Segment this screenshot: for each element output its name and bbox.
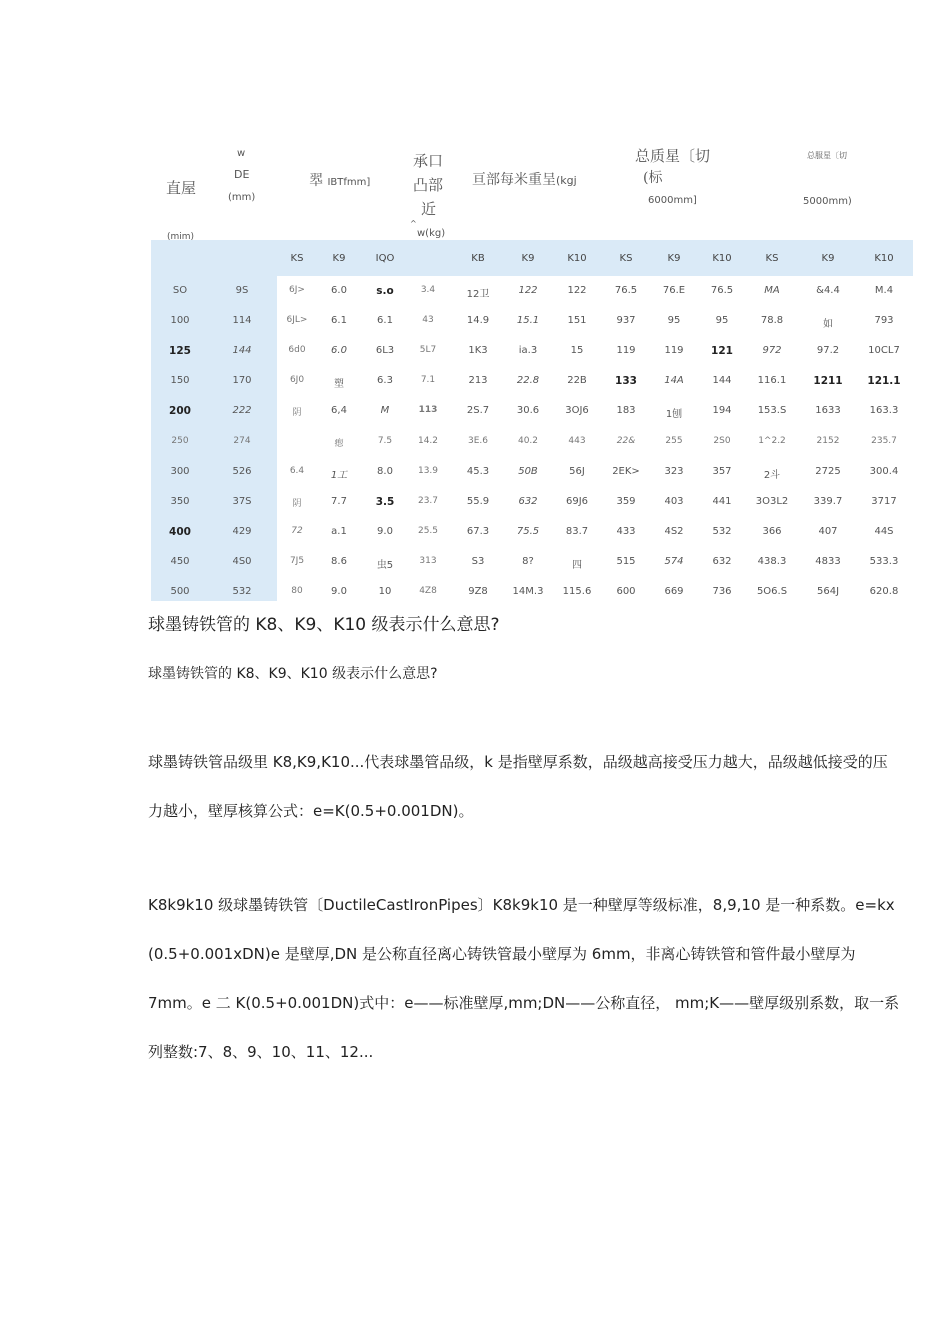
table-cell: 407: [818, 525, 838, 537]
table-cell: 274: [233, 435, 251, 446]
table-cell: 222: [232, 405, 252, 417]
table-cell: 1211: [813, 375, 843, 388]
table-cell: 8.0: [377, 465, 393, 477]
table-cell: 1刨: [665, 409, 683, 421]
table-cell: 532: [712, 525, 732, 537]
table-cell: 43: [422, 315, 434, 326]
table-cell: 4S2: [664, 525, 684, 537]
table-cell: 22&: [616, 435, 636, 446]
col-header: K10: [712, 253, 732, 264]
article-subtitle: 球墨铸铁管的 K8、K9、K10 级表示什么意思?: [148, 666, 438, 682]
table-cell: 2152: [816, 435, 840, 446]
table-cell: 22B: [567, 375, 587, 387]
table-cell: 12卫: [466, 289, 490, 300]
table-cell: 6.4: [289, 465, 305, 476]
table-cell: M.4: [874, 285, 894, 296]
table-cell: 532: [232, 586, 252, 597]
paragraph-2-line-4: 列整数:7、8、9、10、11、12...: [148, 1043, 374, 1061]
table-cell: 115.6: [562, 586, 592, 597]
table-cell: 443: [568, 435, 586, 446]
table-cell: 113: [418, 405, 438, 416]
header-total6000-l3: 6000mm]: [648, 195, 697, 206]
table-cell: 119: [616, 345, 636, 357]
table-cell: 9Z8: [468, 586, 488, 597]
table-cell: 632: [518, 495, 538, 507]
table-cell: 67.3: [466, 525, 490, 537]
table-cell: 121.1: [867, 375, 901, 388]
table-cell: 40.2: [517, 435, 539, 446]
table-cell: 121: [711, 345, 733, 358]
table-cell: 10CL7: [868, 345, 900, 357]
col-header: KS: [765, 253, 779, 264]
diameter-cell: 400: [169, 525, 191, 538]
col-header: KS: [290, 253, 304, 264]
table-cell: 4Z8: [419, 586, 437, 596]
table-cell: 2S.7: [466, 405, 490, 417]
table-cell: 25.5: [417, 525, 439, 536]
table-cell: 97.2: [816, 345, 840, 357]
col-header: K9: [821, 253, 835, 264]
paragraph-1-line-1: 球墨铸铁管品级里 K8,K9,K10...代表球墨管品级，k 是指壁厚系数，品级越高接受压力越大，品级越低接受的压: [148, 753, 888, 771]
table-cell: 4S0: [232, 555, 252, 567]
header-socket-l2: 凸部: [413, 176, 444, 194]
table-cell: 7.1: [420, 375, 436, 386]
table-cell: 357: [712, 465, 732, 477]
col-header: K10: [874, 253, 894, 264]
table-cell: 3.5: [375, 495, 395, 508]
table-cell: 72: [291, 525, 303, 536]
table-cell: 3717: [871, 495, 897, 507]
table-cell: 5L7: [419, 345, 437, 356]
table-cell: 122: [567, 285, 587, 296]
table-cell: 2斗: [763, 469, 781, 481]
paragraph-1-line-2: 力越小，壁厚核算公式：e=K(0.5+0.001DN)。: [148, 802, 474, 820]
diameter-cell: 200: [169, 405, 191, 418]
table-cell: 8.6: [331, 555, 347, 567]
table-cell: 15: [570, 345, 584, 357]
table-cell: 37S: [232, 495, 252, 507]
table-cell: 7.7: [331, 495, 347, 507]
table-cell: 6.0: [331, 345, 347, 357]
table-cell: 3.4: [420, 285, 436, 295]
table-cell: 69J6: [565, 495, 589, 507]
table-cell: 14A: [664, 375, 684, 387]
table-cell: 83.7: [565, 525, 589, 537]
table-cell: 阴: [292, 498, 302, 509]
table-cell: 2S0: [713, 435, 731, 446]
col-header: K9: [521, 253, 535, 264]
table-cell: 170: [232, 375, 252, 387]
header-wall-unit: IBTfmm]: [327, 177, 371, 188]
table-cell: 10: [378, 586, 392, 597]
table-cell: 194: [712, 405, 732, 417]
table-cell: 620.8: [869, 586, 899, 597]
header-diameter: 直屋: [166, 179, 197, 197]
table-cell: 30.6: [516, 405, 540, 417]
table-cell: 144: [712, 375, 732, 387]
table-cell: 8?: [522, 555, 534, 567]
table-cell: 如: [823, 319, 833, 331]
table-cell: 14.9: [466, 315, 490, 327]
table-cell: 114: [232, 315, 252, 327]
table-cell: 972: [762, 345, 782, 357]
table-cell: 526: [232, 465, 252, 477]
table-cell: 95: [667, 315, 681, 327]
table-cell: 6d0: [288, 345, 306, 356]
table-cell: 429: [232, 525, 252, 537]
table-cell: 793: [874, 315, 894, 327]
table-cell: 600: [616, 586, 636, 597]
table-cell: 50B: [518, 465, 538, 477]
table-cell: 3E.6: [468, 435, 488, 446]
table-cell: 313: [419, 555, 437, 566]
table-cell: 5O6.S: [756, 586, 788, 597]
header-wall-thickness: [309, 172, 370, 191]
paragraph-2-line-3: 7mm。e 二 K(0.5+0.001DN)式中：e——标准壁厚,mm;DN——公称直径， mm;K——壁厚级别系数，取一系: [148, 994, 900, 1012]
diameter-cell: 300: [170, 465, 190, 477]
header-total5000-l2: 5000mm): [803, 196, 852, 207]
table-cell: 75.5: [516, 525, 540, 537]
table-cell: &4.4: [816, 285, 840, 296]
header-socket-unit: w(kg): [417, 228, 446, 239]
table-cell: 153.S: [757, 405, 787, 417]
header-diameter-unit: (mim): [167, 232, 195, 242]
col-header: K9: [667, 253, 681, 264]
table-cell: 2725: [815, 465, 841, 477]
table-cell: M: [380, 405, 390, 417]
table-cell: 6JL>: [286, 315, 308, 326]
table-cell: 441: [712, 495, 732, 507]
table-cell: 7.5: [377, 435, 393, 446]
table-cell: 564J: [816, 586, 840, 597]
table-cell: 76.E: [662, 285, 686, 296]
header-socket-mark: ^: [410, 219, 417, 228]
col-header: KB: [471, 253, 485, 264]
header-wall-label: 翆: [309, 173, 323, 189]
table-cell: S3: [471, 555, 485, 567]
table-cell: 632: [712, 555, 732, 567]
col-header: KS: [619, 253, 633, 264]
paragraph-2-line-2: (0.5+0.001xDN)e 是壁厚,DN 是公称直径离心铸铁管最小壁厚为 6mm，非离心铸铁管和管件最小壁厚为: [148, 945, 856, 963]
table-cell: 736: [712, 586, 732, 597]
header-de-w: w: [237, 148, 246, 159]
table-cell: 323: [664, 465, 684, 477]
header-total6000-l2: (标: [643, 170, 663, 186]
table-cell: 6.1: [331, 315, 347, 327]
table-cell: 574: [664, 555, 684, 567]
paragraph-2-line-1: K8k9k10 级球墨铸铁管〔DuctileCastIronPipes〕K8k9k10 是一种壁厚等级标准，8,9,10 是一种系数。e=kx: [148, 896, 895, 914]
table-cell: 163.3: [869, 405, 899, 417]
diameter-cell: 350: [170, 495, 190, 507]
table-cell: 1工: [330, 469, 348, 481]
table-cell: 45.3: [466, 465, 490, 477]
table-cell: 533.3: [869, 555, 899, 567]
table-cell: 23.7: [417, 495, 439, 506]
table-cell: 虫5: [376, 559, 394, 571]
table-cell: 13.9: [417, 465, 439, 476]
header-total5000-l1: 总服星〔切: [807, 151, 847, 160]
table-cell: 4833: [815, 555, 841, 567]
table-cell: 56J: [569, 465, 585, 477]
table-cell: 255: [665, 435, 683, 446]
col-header: K10: [567, 253, 587, 264]
article-title: 球墨铸铁管的 K8、K9、K10 级表示什么意思?: [148, 615, 500, 635]
table-cell: 7J5: [289, 555, 305, 566]
table-cell: 116.1: [757, 375, 787, 387]
diameter-cell: SO: [172, 285, 188, 296]
table-cell: 78.8: [760, 315, 784, 327]
table-cell: 3O3L2: [755, 495, 789, 507]
table-cell: 366: [762, 525, 782, 537]
header-per-meter: [472, 171, 577, 190]
diameter-cell: 150: [170, 375, 190, 387]
table-cell: 76.5: [614, 285, 638, 296]
table-cell: 133: [615, 375, 637, 388]
table-cell: 55.9: [466, 495, 490, 507]
table-cell: 122: [518, 285, 538, 296]
col-header: IQO: [375, 253, 395, 264]
table-cell: 9.0: [331, 586, 347, 597]
table-cell: 44S: [874, 525, 894, 537]
table-cell: 6.0: [331, 285, 347, 296]
table-cell: 235.7: [871, 435, 897, 446]
table-cell: 6L3: [375, 345, 395, 357]
table-cell: 438.3: [757, 555, 787, 567]
diameter-cell: 100: [170, 315, 190, 327]
table-cell: 339.7: [813, 495, 843, 507]
table-cell: a.1: [331, 525, 347, 537]
col-header: K9: [332, 253, 346, 264]
table-cell: 瘛: [334, 438, 344, 449]
table-cell: 515: [616, 555, 636, 567]
table-cell: 359: [616, 495, 636, 507]
table-cell: 2EK>: [612, 465, 640, 477]
table-cell: 151: [567, 315, 587, 327]
table-cell: 6.1: [377, 315, 393, 327]
header-per-meter-label: 亘部每米重呈: [472, 172, 556, 188]
header-total6000-l1: 总质星〔切: [635, 147, 711, 165]
table-cell: 144: [232, 345, 252, 357]
diameter-cell: 125: [169, 345, 191, 358]
table-cell: 119: [664, 345, 684, 357]
header-de-unit: (mm): [228, 192, 256, 203]
table-cell: 1K3: [468, 345, 488, 357]
table-cell: 9.0: [377, 525, 393, 537]
table-cell: 80: [291, 586, 303, 596]
table-cell: 14.2: [417, 435, 439, 446]
table-cell: MA: [764, 285, 780, 296]
table-cell: 6,4: [331, 405, 347, 417]
table-cell: 6J0: [289, 375, 305, 386]
table-cell: 76.5: [710, 285, 734, 296]
table-cell: 9S: [235, 285, 249, 296]
header-de: DE: [234, 168, 250, 181]
table-cell: 300.4: [869, 465, 899, 477]
table-cell: 14M.3: [512, 586, 544, 597]
diameter-cell: 450: [170, 555, 190, 567]
diameter-cell: 250: [171, 435, 189, 446]
table-cell: 95: [715, 315, 729, 327]
table-cell: 阴: [292, 408, 302, 419]
table-cell: 183: [616, 405, 636, 417]
header-socket-l3: 近: [421, 200, 437, 218]
header-socket-l1: 承口: [413, 152, 444, 170]
table-cell: 3OJ6: [565, 405, 589, 417]
table-cell: 塑: [334, 379, 344, 391]
header-per-meter-unit: (kgj: [556, 174, 577, 187]
table-cell: ia.3: [518, 345, 538, 357]
table-cell: 669: [664, 586, 684, 597]
table-cell: 6.3: [377, 375, 393, 387]
table-cell: s.o: [376, 285, 394, 297]
table-cell: 433: [616, 525, 636, 537]
table-cell: 1633: [815, 405, 841, 417]
table-cell: 213: [468, 375, 488, 387]
table-cell: 1^2.2: [758, 435, 786, 446]
table-cell: 15.1: [516, 315, 540, 327]
table-cell: 6J>: [289, 285, 305, 295]
table-cell: 403: [664, 495, 684, 507]
diameter-cell: 500: [170, 586, 190, 597]
table-cell: 22.8: [516, 375, 540, 387]
table-cell: 四: [572, 559, 582, 571]
table-cell: 937: [616, 315, 636, 327]
